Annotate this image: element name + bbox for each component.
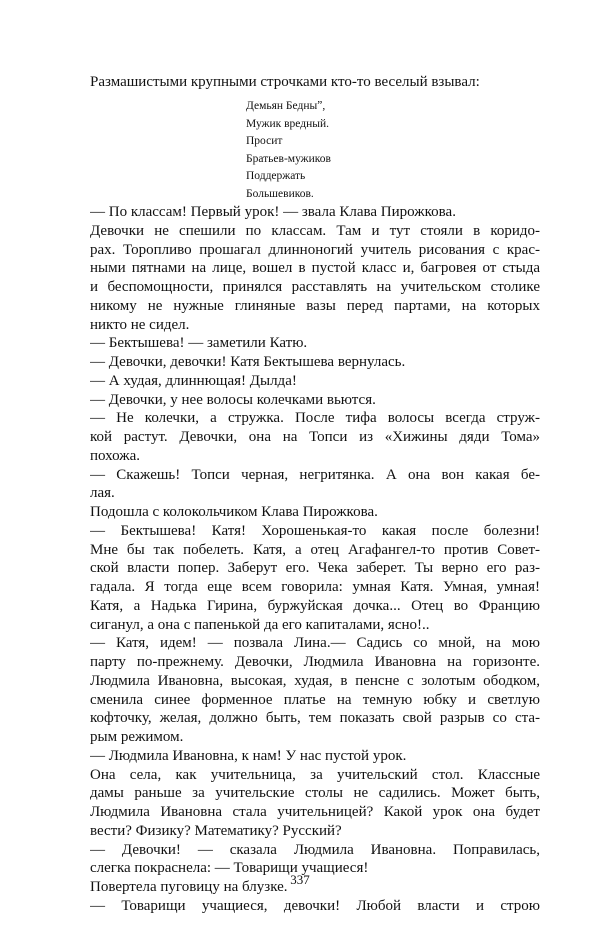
text-line: Повертела пуговицу на блузке. (90, 879, 288, 895)
text-line: рым режимом. (90, 729, 184, 745)
page-number: 337 (290, 872, 310, 887)
text-line: — Людмила Ивановна, к нам! У нас пустой урок. (90, 747, 407, 764)
text-line: Она села, как учительница, за учительский стол. Классные (90, 766, 540, 783)
text-line: сменила синее форменное платье на темную юбку и светлую (90, 691, 540, 708)
text-line: Катя, а Надька Гирина, буржуйская дочка... Отец во Францию (90, 597, 540, 614)
text-line: — Бектышева! Катя! Хорошенькая-то какая после болезни! (90, 522, 540, 539)
text-line: — Девочки! — сказала Людмила Ивановна. Поправилась, (90, 841, 540, 858)
text-line: — Не колечки, а стружка. После тифа волосы всегда струж- (90, 410, 540, 427)
text-line: — Девочки, у нее волосы колечками вьются. (90, 391, 376, 408)
text-line: Девочки не спешили по классам. Там и тут стояли в коридо- (90, 222, 540, 239)
text-line: Людмила Ивановна, высокая, худая, в пенсне с золотым ободком, (90, 672, 540, 689)
text-line: — Товарищи учащиеся, девочки! Любой власти и строю (90, 897, 540, 914)
text-line: никому не нужные глиняные вазы перед партами, на которых (90, 297, 540, 314)
text-line: ными пятнами на лице, вошел в пустой класс и, багровея от стыда (90, 260, 540, 277)
text-line: никто не сидел. (90, 316, 190, 333)
poem-line: Поддержать (246, 170, 306, 183)
text-line: сиганул, а она с папенькой да его капиталами, ясно!.. (90, 616, 430, 633)
poem-line: Просит (246, 135, 283, 148)
text-line: парту по-прежнему. Девочки, Людмила Ивановна на горизонте. (90, 654, 540, 670)
text-line: — По классам! Первый урок! — звала Клава Пирожкова. (90, 204, 456, 220)
text-line: — Девочки, девочки! Катя Бектышева вернулась. (90, 354, 406, 370)
text-line: ской власти попер. Заберут его. Чека заберет. Ты верно его раз- (90, 560, 540, 577)
poem-line: Братьев-мужиков (246, 152, 331, 165)
poem-block (246, 98, 331, 204)
text-line: рах. Торопливо прошагал длинноногий учитель рисования с крас- (90, 241, 540, 258)
text-line: кой растут. Девочки, она на Топси из «Хижины дяди Тома» (90, 429, 540, 445)
text-line: и беспомощности, принялся расставлять на учительском столике (90, 279, 540, 295)
text-line: похожа. (90, 447, 140, 464)
text-line: — Катя, идем! — позвала Лина.— Садись со мной, на мою (90, 635, 540, 652)
poem-line: Мужик вредный. (246, 117, 329, 130)
poem-line: Большевиков. (246, 187, 314, 200)
text-line: дамы раньше за учительские столы не садились. Может быть, (90, 785, 540, 802)
text-line: Людмила Ивановна стала учительницей? Какой урок она будет (90, 804, 540, 820)
text-line: кофточку, желая, должно быть, тем показать свой разрыв со ста- (90, 710, 540, 727)
text-line: — А худая, длиннющая! Дылда! (90, 372, 297, 389)
poem-line: Демьян Бедныˮ, (246, 100, 326, 112)
text-line: лая. (90, 485, 115, 502)
text-line: — Скажешь! Топси черная, негритянка. А она вон какая бе- (90, 466, 540, 483)
text-line: — Бектышева! — заметили Катю. (90, 335, 308, 352)
text-line: Подошла с колокольчиком Клава Пирожкова. (90, 504, 378, 520)
text-line: гадала. Я тогда еще всем говорила: умная Катя. Умная, умная! (90, 579, 540, 595)
body-text (90, 203, 540, 916)
intro-line: Размашистыми крупными строчками кто-то веселый взывал: (90, 74, 480, 90)
text-line: Мне бы так побелеть. Катя, а отец Агафангел-то против Совет- (90, 541, 540, 558)
text-line: вести? Физику? Математику? Русский? (90, 822, 342, 839)
text-line: слегка покраснела: — Товарищи учащиеся! (90, 860, 369, 877)
